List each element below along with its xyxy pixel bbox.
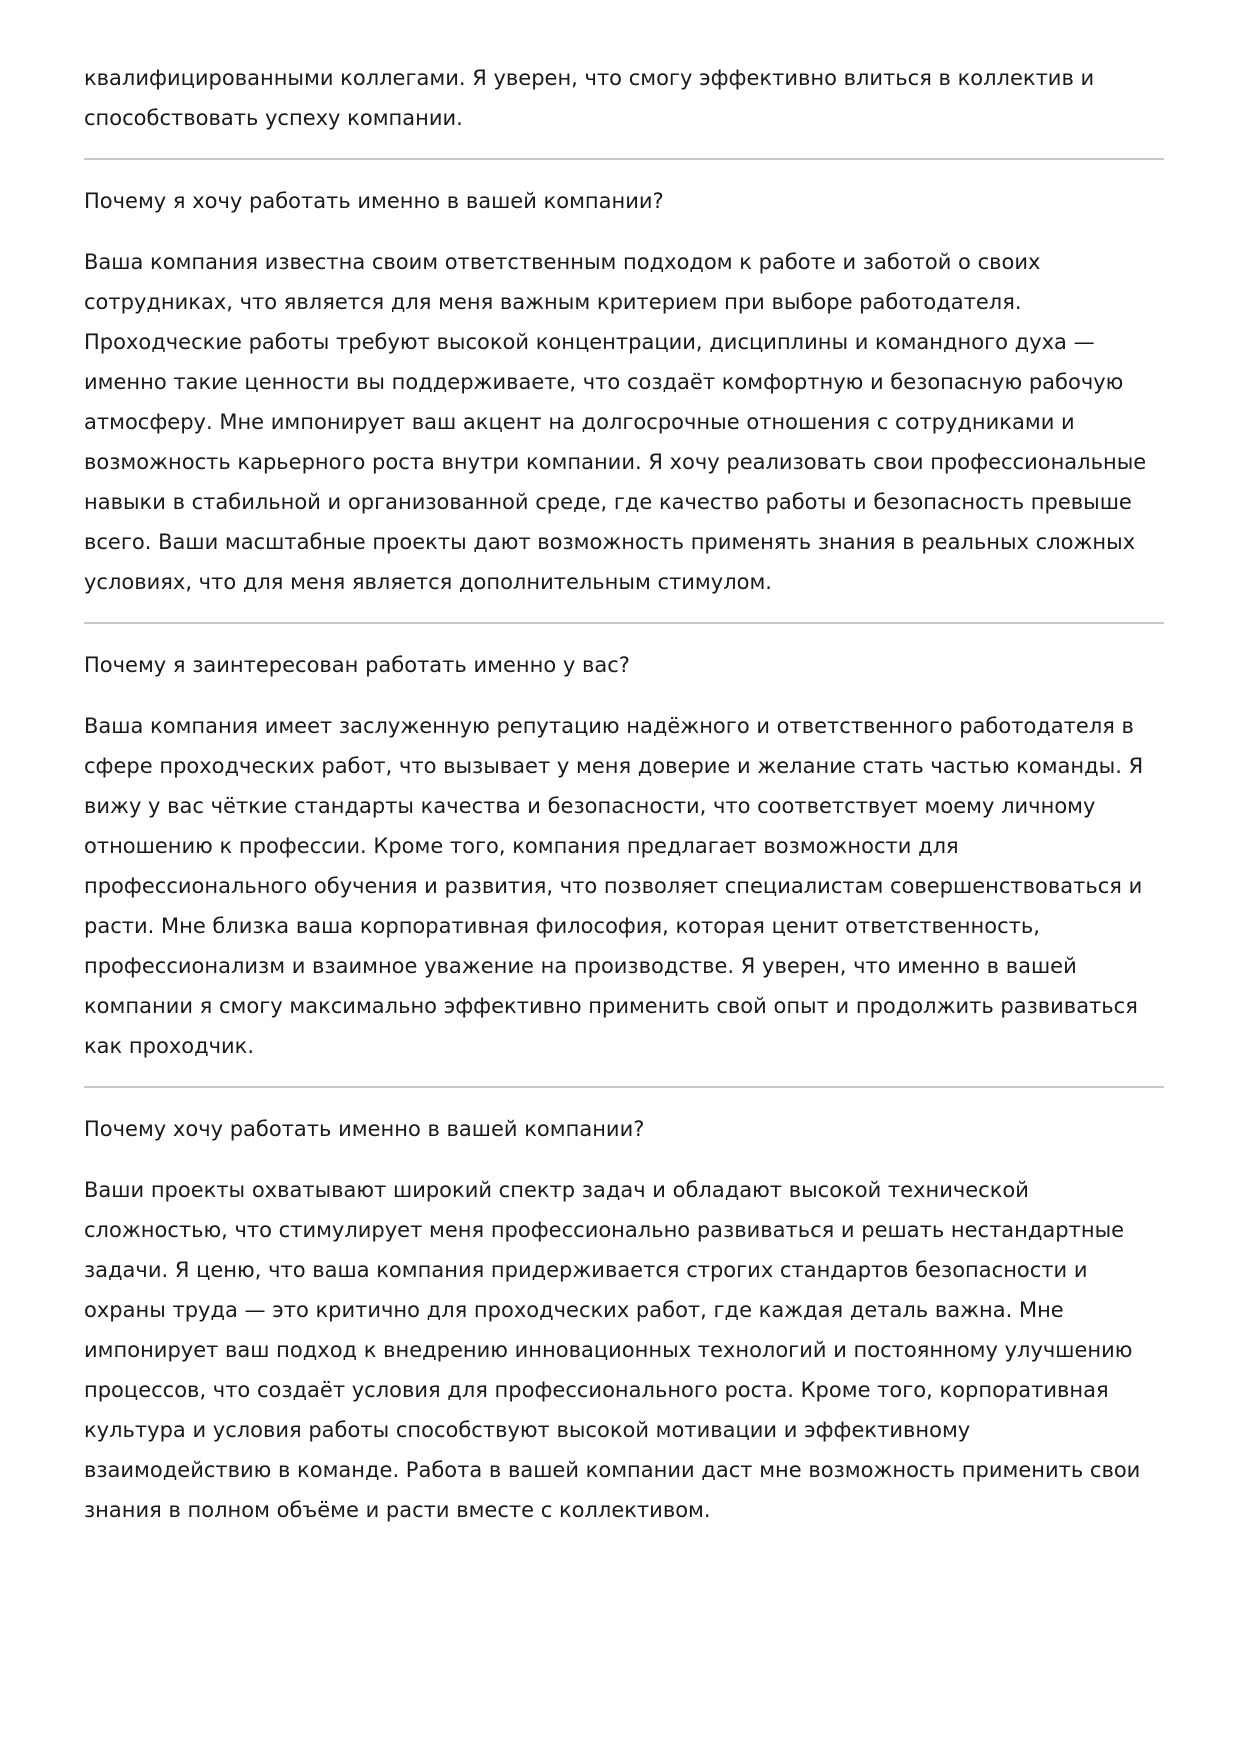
section-divider [84,622,1164,624]
section-question: Почему я хочу работать именно в вашей компании? [84,189,664,213]
section-answer: Ваша компания имеет заслуженную репутацию надёжного и ответственного работодателя в сфере проходческих работ, что вызывает у меня доверие и желание стать частью команды. Я вижу у вас чёткие стандарты качества и безопасности, что соответствует моему личному отношению к профессии. Кроме того, компания предлагает возможности для профессионального обучения и развития, что позволяет специалистам совершенствоваться и расти. Мне близка ваша корпоративная философия, которая ценит ответственность, профессионализм и взаимное уважение на производстве. Я уверен, что именно в вашей компании я смогу максимально эффективно применить свой опыт и продолжить развиваться как проходчик. [84,714,1144,1058]
document-page [84,58,1164,1530]
qa-section [84,181,1164,602]
section-divider [84,158,1164,160]
intro-paragraph: квалифицированными коллегами. Я уверен, что смогу эффективно влиться в коллектив и способствовать успеху компании. [84,66,1095,130]
section-answer: Ваши проекты охватывают широкий спектр задач и обладают высокой технической сложностью, что стимулирует меня профессионально развиваться и решать нестандартные задачи. Я ценю, что ваша компания придерживается строгих стандартов безопасности и охраны труда — это критично для проходческих работ, где каждая деталь важна. Мне импонирует ваш подход к внедрению инновационных технологий и постоянному улучшению процессов, что создаёт условия для профессионального роста. Кроме того, корпоративная культура и условия работы способствуют высокой мотивации и эффективному взаимодействию в команде. Работа в вашей компании даст мне возможность применить свои знания в полном объёме и расти вместе с коллективом. [84,1178,1141,1522]
section-question: Почему хочу работать именно в вашей компании? [84,1117,645,1141]
qa-section [84,1109,1164,1530]
section-question: Почему я заинтересован работать именно у вас? [84,653,630,677]
section-answer: Ваша компания известна своим ответственным подходом к работе и заботой о своих сотрудниках, что является для меня важным критерием при выборе работодателя. Проходческие работы требуют высокой концентрации, дисциплины и командного духа — именно такие ценности вы поддерживаете, что создаёт комфортную и безопасную рабочую атмосферу. Мне импонирует ваш акцент на долгосрочные отношения с сотрудниками и возможность карьерного роста внутри компании. Я хочу реализовать свои профессиональные навыки в стабильной и организованной среде, где качество работы и безопасность превыше всего. Ваши масштабные проекты дают возможность применять знания в реальных сложных условиях, что для меня является дополнительным стимулом. [84,250,1147,594]
qa-section [84,645,1164,1066]
section-divider [84,1086,1164,1088]
